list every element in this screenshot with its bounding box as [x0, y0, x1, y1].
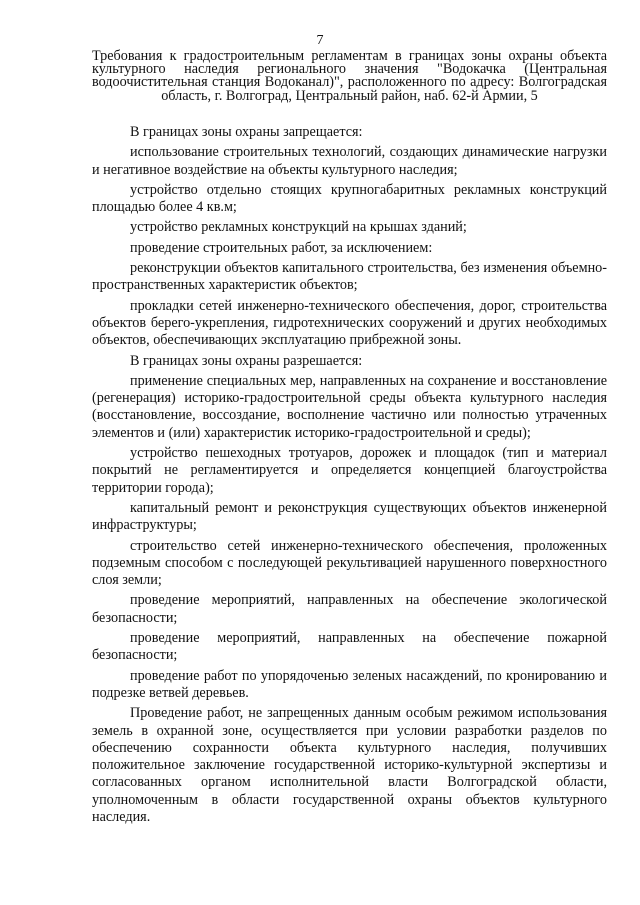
paragraph-roof-advertising: устройство рекламных конструкций на крышах зданий; [130, 219, 467, 236]
paragraph-reconstruction: реконструкции объектов капитального строительства, без изменения объемно-пространственных характеристик объектов; [92, 260, 607, 294]
paragraph-fire-safety: проведение мероприятий, направленных на обеспечение пожарной безопасности; [92, 630, 607, 664]
document-heading: Требования к градостроительным регламентам в границах зоны охраны объекта культурного наследия регионального значения "Водокачка (Центральная водоочистительная станция Водоканал)", расположенного по адресу: Волгоградская область, г. Волгоград, Центральный район, наб. 62-й Армии, 5 [92, 48, 607, 104]
paragraph-green-spaces: проведение работ по упорядоченью зеленых насаждений, по кронированию и подрезке ветвей деревьев. [92, 667, 607, 701]
paragraph-capital-repair: капитальный ремонт и реконструкция существующих объектов инженерной инфраструктуры; [92, 499, 607, 534]
paragraph-construction-exceptions: проведение строительных работ, за исключением: [130, 239, 433, 256]
paragraph-prohibited-intro: В границах зоны охраны запрещается: [130, 124, 363, 140]
paragraph-underground-networks: строительство сетей инженерно-технического обеспечения, проложенных подземным способом с последующей рекультивацией нарушенного поверхностного слоя земли; [92, 537, 607, 589]
paragraph-engineering-networks: прокладки сетей инженерно-технического обеспечения, дорог, строительства объектов берего-укрепления, гидротехнических сооружений и других необходимых объектов, обеспечивающих эксплуатацию прибрежной зоны. [92, 297, 607, 349]
paragraph-pedestrian-paths: устройство пешеходных тротуаров, дорожек и площадок (тип и материал покрытий не регламентируется и определяется концепцией благоустройства территории города); [92, 445, 607, 496]
document-body [92, 124, 607, 829]
page-number: 7 [316, 33, 324, 48]
paragraph-large-advertising: устройство отдельно стоящих крупногабаритных рекламных конструкций площадью более 4 кв.м; [92, 181, 607, 216]
paragraph-permitted-intro: В границах зоны охраны разрешается: [130, 352, 363, 369]
paragraph-special-measures: применение специальных мер, направленных на сохранение и восстановление (регенерация) историко-градостроительной среды объекта культурного наследия (восстановление, воссоздание, восполнение частично или полностью утраченных элементов и (или) характеристик историко-градостроительной и среды); [92, 372, 607, 441]
paragraph-construction-technologies: использование строительных технологий, создающих динамические нагрузки и негативное воздействие на объекты культурного наследия; [92, 144, 607, 178]
paragraph-work-conditions: Проведение работ, не запрещенных данным особым режимом использования земель в охранной зоне, осуществляется при условии разработки разделов по обеспечению сохранности объекта культурного наследия, получивших положительное заключение государственной историко-культурной экспертизы и согласованных органом исполнительной власти Волгоградской области, уполномоченным в области государственной охраны объектов культурного наследия. [92, 705, 607, 825]
paragraph-ecological-safety: проведение мероприятий, направленных на обеспечение экологической безопасности; [92, 592, 607, 626]
